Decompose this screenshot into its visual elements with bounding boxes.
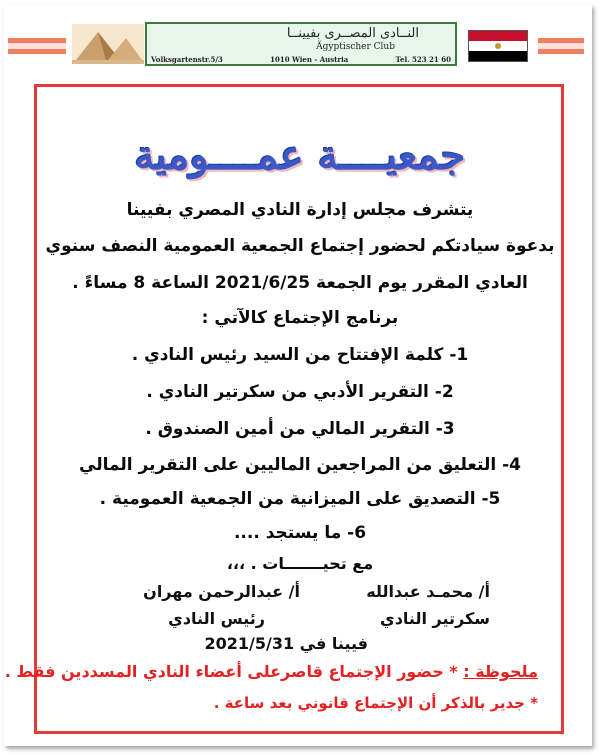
- club-name-arabic: النــادى المصــرى بفيينــا: [286, 26, 419, 41]
- pyramids-icon: [72, 24, 144, 64]
- secretary-name: أ/ محمـد عبدالله: [366, 582, 490, 601]
- club-letterhead: [145, 22, 457, 66]
- president-name: أ/ عبدالرحمن مهران: [143, 582, 300, 601]
- intro-line-1: يتشرف مجلس إدارة النادي المصري بفيينا: [126, 200, 474, 220]
- club-name-german: Ägyptischer Club: [316, 42, 395, 52]
- note-text-1: * حضور الإجتماع قاصرعلى أعضاء النادي المسددين فقط .: [4, 662, 458, 681]
- document-title: جمعيــــة عمــــومية: [134, 132, 466, 179]
- intro-line-2: بدعوة سيادتكم لحضور إجتماع الجمعية العمومية النصف سنوي: [45, 236, 555, 256]
- agenda-heading: برنامج الإجتماع كالآتي :: [201, 308, 399, 328]
- agenda-item-5: 5- التصديق على الميزانية من الجمعية العمومية .: [99, 489, 501, 509]
- closing-greeting: مع تحيـــــــات . ،،،: [226, 554, 374, 573]
- agenda-item-4: 4- التعليق من المراجعين الماليين على التقرير المالي: [79, 455, 521, 475]
- agenda-item-2: 2- التقرير الأدبي من سكرتير النادي .: [146, 382, 454, 402]
- egypt-flag-icon: [468, 30, 528, 62]
- note-text-2: * جدير بالذكر أن الإجتماع قانوني بعد ساعة .: [213, 694, 538, 712]
- agenda-item-6: 6- ما يستجد ....: [233, 523, 367, 543]
- date-line: فيينا في 2021/5/31: [204, 634, 368, 653]
- club-phone: Tel. 523 21 60: [395, 55, 451, 64]
- secretary-title: سكرتير النادي: [380, 609, 490, 628]
- club-contact-row: [151, 55, 451, 64]
- club-street: Volksgartenstr.5/3: [151, 55, 223, 64]
- decorative-stripe-left: [8, 38, 66, 54]
- agenda-item-3: 3- التقرير المالي من أمين الصندوق .: [145, 419, 455, 439]
- president-title: رئيس النادي: [168, 609, 265, 628]
- decorative-stripe-right: [538, 38, 584, 54]
- note-line-1: [5, 662, 538, 681]
- agenda-item-1: 1- كلمة الإفتتاح من السيد رئيس النادي .: [131, 345, 469, 365]
- intro-line-3: العادي المقرر يوم الجمعة 2021/6/25 الساعة 8 مساءً .: [72, 273, 528, 293]
- club-city: 1010 Wien - Austria: [270, 55, 349, 64]
- note-label: ملحوظة :: [463, 662, 538, 681]
